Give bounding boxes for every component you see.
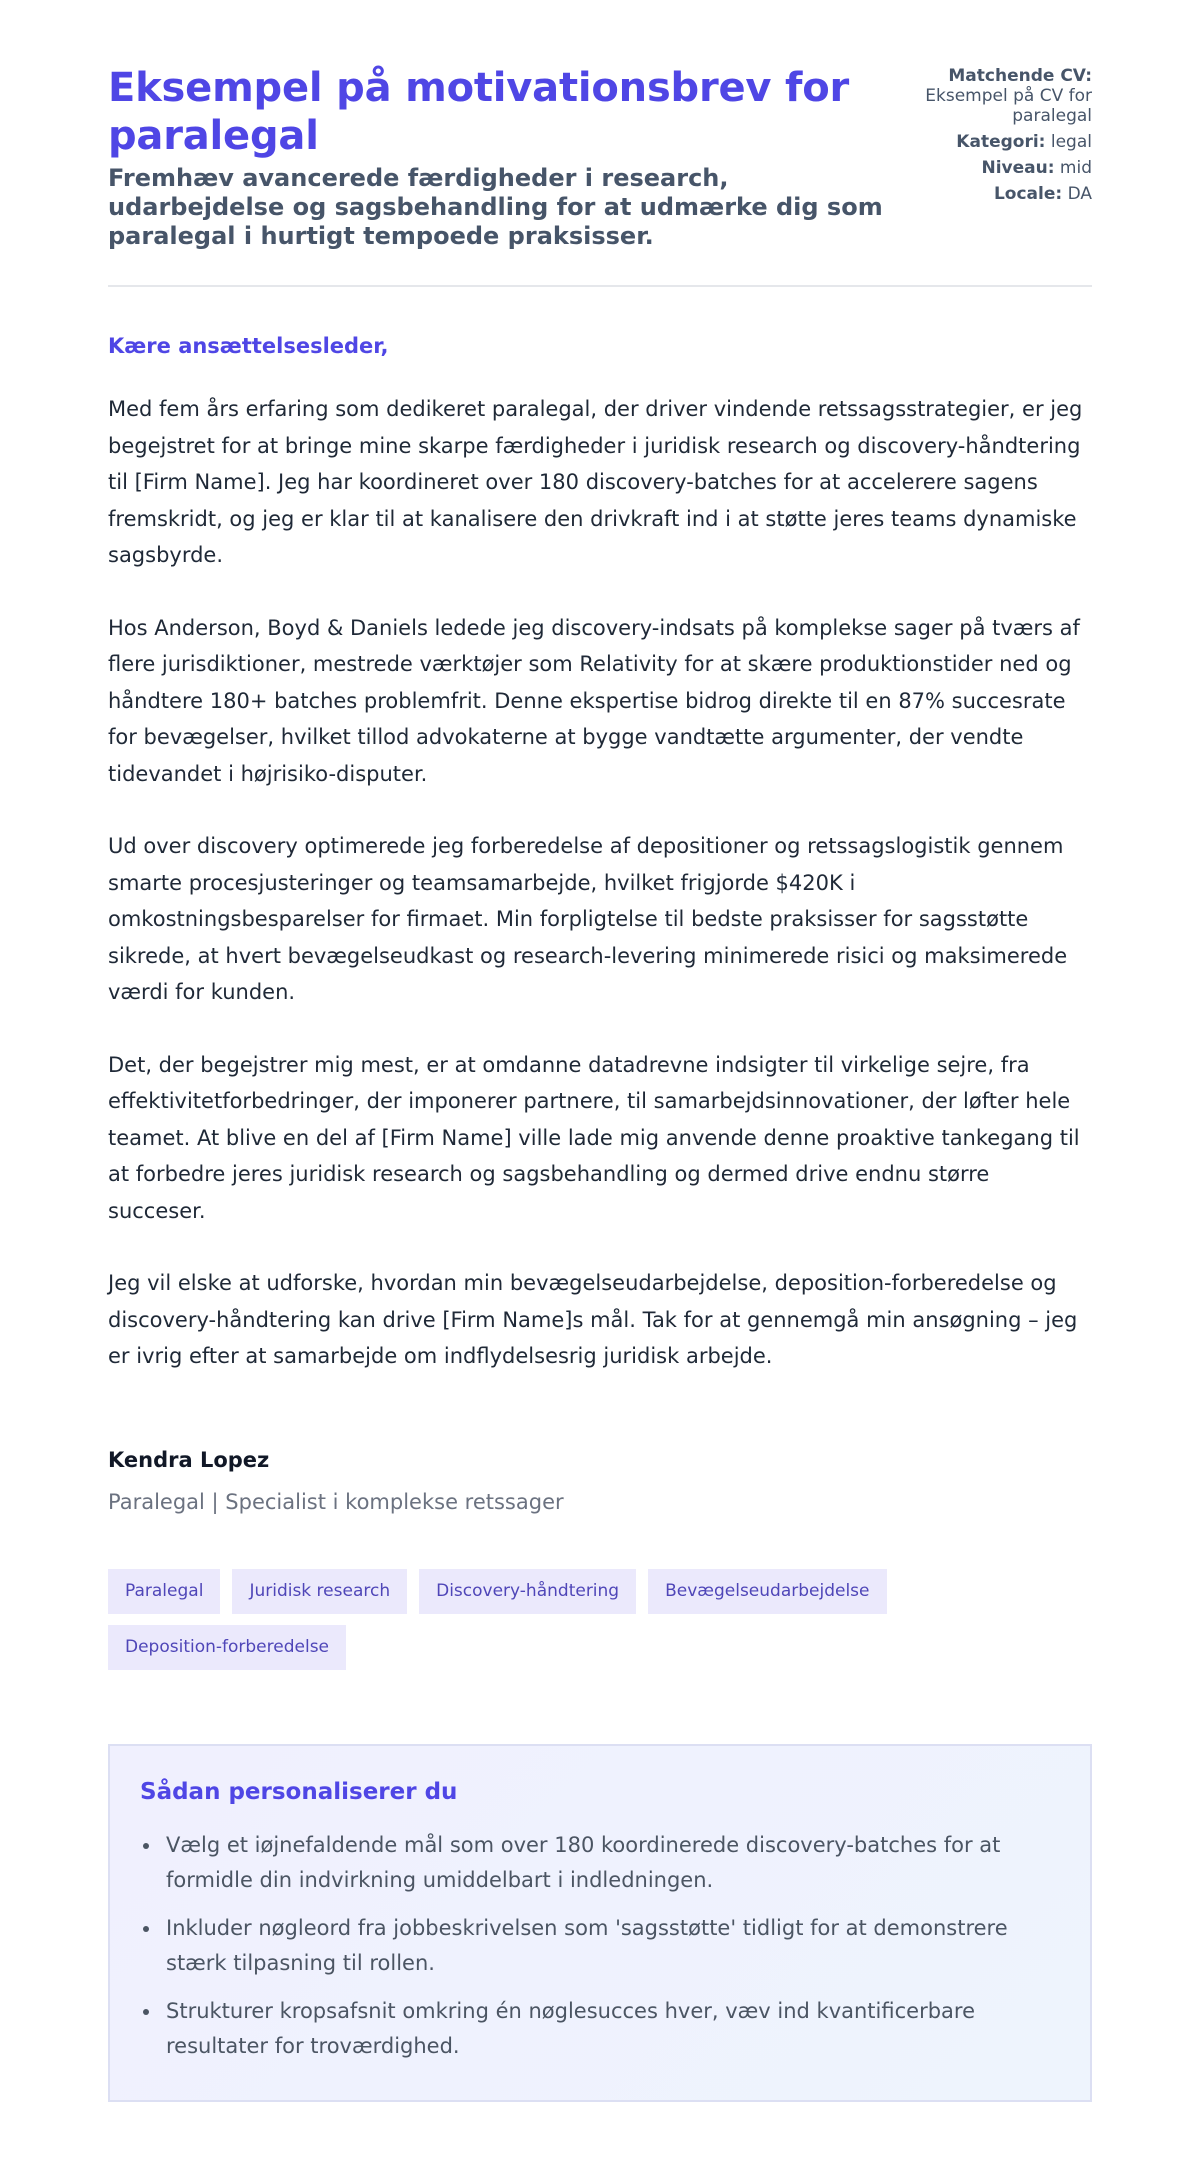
bullet-icon — [143, 2009, 149, 2015]
meta-category-value: legal — [1050, 132, 1092, 152]
page-header — [108, 64, 1092, 287]
header-titles — [108, 64, 888, 251]
letter-paragraph: Med fem års erfaring som dedikeret paralegal, der driver vindende retssagsstrategier, er jeg begejstret for at bringe mine skarpe færdigheder i juridisk research og discovery-håndtering til [Firm Name]. Jeg har koordineret over 180 discovery-batches for at accelerere sagens fremskridt, og jeg er klar til at kanalisere den drivkraft ind i at støtte jeres teams dynamiske sagsbyrde. — [108, 397, 1083, 567]
letter-greeting: Kære ansættelsesleder, — [108, 334, 389, 358]
tips-list-item — [140, 1828, 1020, 1898]
letter-paragraph: Hos Anderson, Boyd & Daniels ledede jeg discovery-indsats på komplekse sager på tværs af flere jurisdiktioner, mestrede værktøjer som Relativity for at skære produktionstider ned og håndtere 180+ batches problemfrit. Denne ekspertise bidrog direkte til en 87% succesrate for bevægelser, hvilket tillod advokaterne at bygge vandtætte argumenter, der vendte tidevandet i højrisiko-disputer. — [108, 615, 1080, 786]
tips-list — [140, 1828, 1060, 2064]
meta-locale-value: DA — [1067, 184, 1092, 204]
tips-item-text: Vælg et iøjnefaldende mål som over 180 koordinerede discovery-batches for at formidle din indvirkning umiddelbart i indledningen. — [166, 1832, 1001, 1892]
skill-tags — [108, 1569, 1008, 1670]
tips-list-item — [140, 1994, 1020, 2064]
meta-locale-label: Locale: — [993, 184, 1063, 204]
signature-block — [108, 1447, 1092, 1515]
meta-matching-cv — [902, 66, 1092, 126]
skill-tag[interactable]: Paralegal — [108, 1569, 220, 1614]
letter-paragraph: Det, der begejstrer mig mest, er at omdanne datadrevne indsigter til virkelige sejre, fra effektivitetforbedringer, der imponerer partnere, til samarbejdsinnovationer, der løfter hele teamet. At blive en del af [Firm Name] ville lade mig anvende denne proaktive tankegang til at forbedre jeres juridisk research og sagsbehandling og dermed drive endnu større succeser. — [108, 1052, 1080, 1223]
page-title: Eksempel på motivationsbrev for paralegal — [108, 65, 850, 159]
meta-matching-cv-label: Matchende CV: — [948, 66, 1092, 86]
meta-level — [902, 158, 1092, 178]
meta-category — [902, 132, 1092, 152]
meta-level-value: mid — [1059, 158, 1092, 178]
skill-tag[interactable]: Bevægelseudarbejdelse — [648, 1569, 886, 1614]
tips-item-text: Strukturer kropsafsnit omkring én nøglesucces hver, væv ind kvantificerbare resultater for troværdighed. — [166, 1998, 975, 2058]
letter-paragraph: Ud over discovery optimerede jeg forberedelse af depositioner og retssagslogistik gennem smarte procesjusteringer og teamsamarbejde, hvilket frigjorde $420K i omkostningsbesparelser for firmaet. Min forpligtelse til bedste praksisser for sagsstøtte sikrede, at hvert bevægelseudkast og research-levering minimerede risici og maksimerede værdi for kunden. — [108, 834, 1068, 1004]
meta-matching-cv-value[interactable]: Eksempel på CV for paralegal — [925, 86, 1092, 126]
tips-list-item — [140, 1911, 1020, 1981]
bullet-icon — [143, 1926, 149, 1932]
tips-title: Sådan personaliserer du — [140, 1778, 458, 1805]
skill-tag[interactable]: Discovery-håndtering — [419, 1569, 636, 1614]
letter-body — [108, 333, 1092, 1515]
personalization-tips — [108, 1744, 1092, 2102]
signature-name: Kendra Lopez — [108, 1447, 270, 1472]
letter-paragraph: Jeg vil elske at udforske, hvordan min bevægelseudarbejdelse, deposition-forberedelse og discovery-håndtering kan drive [Firm Name]s mål. Tak for at gennemgå min ansøgning – jeg er ivrig efter at samarbejde om indflydelsesrig juridisk arbejde. — [108, 1271, 1078, 1368]
meta-category-label: Kategori: — [956, 132, 1046, 152]
meta-level-label: Niveau: — [981, 158, 1055, 178]
meta-locale — [902, 184, 1092, 204]
signature-title: Paralegal | Specialist i komplekse retssager — [108, 1489, 564, 1514]
page-subtitle: Fremhæv avancerede færdigheder i research, udarbejdelse og sagsbehandling for at udmærke dig som paralegal i hurtigt tempoede praksisser. — [108, 164, 883, 250]
skill-tag[interactable]: Deposition-forberedelse — [108, 1625, 346, 1670]
tips-item-text: Inkluder nøgleord fra jobbeskrivelsen som 'sagsstøtte' tidligt for at demonstrere stærk tilpasning til rollen. — [166, 1915, 1008, 1975]
meta-panel — [902, 66, 1092, 210]
bullet-icon — [143, 1843, 149, 1849]
skill-tag[interactable]: Juridisk research — [232, 1569, 407, 1614]
